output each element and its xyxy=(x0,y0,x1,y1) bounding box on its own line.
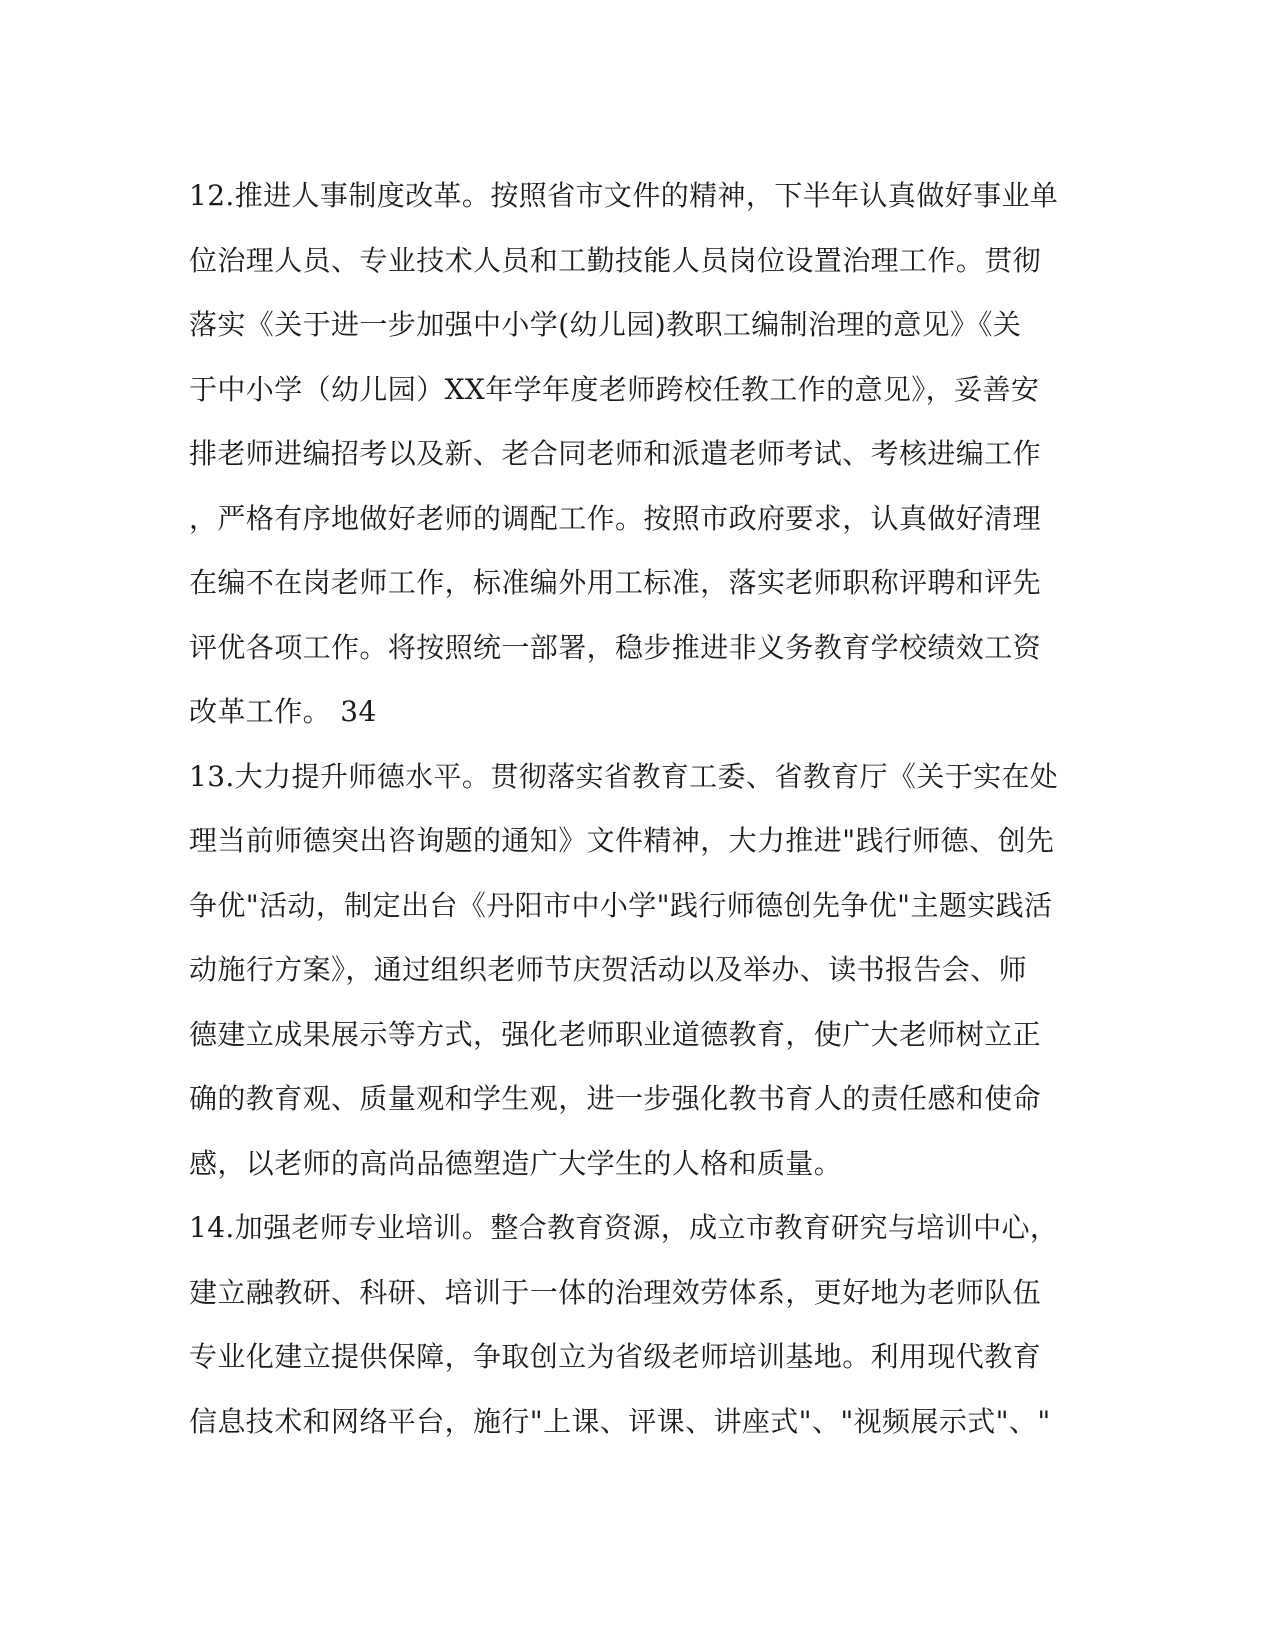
text-line: 12.推进人事制度改革。按照省市文件的精神，下半年认真做好事业单 xyxy=(189,179,1059,212)
text-line: 理当前师德突出咨询题的通知》文件精神，大力推进"践行师德、创先 xyxy=(189,824,1055,857)
text-line: 动施行方案》，通过组织老师节庆贺活动以及举办、读书报告会、师 xyxy=(189,953,1028,986)
text-line: 位治理人员、专业技术人员和工勤技能人员岗位设置治理工作。贯彻 xyxy=(189,243,1042,277)
body-text xyxy=(189,164,1089,1454)
text-line: 落实《关于进一步加强中小学(幼儿园)教职工编制治理的意见》《关 xyxy=(189,308,1022,341)
text-line: ，严格有序地做好老师的调配工作。按照市政府要求，认真做好清理 xyxy=(189,501,1042,535)
text-line: 在编不在岗老师工作，标准编外用工标准，落实老师职称评聘和评先 xyxy=(189,566,1042,599)
text-line: 专业化建立提供保障，争取创立为省级老师培训基地。利用现代教育 xyxy=(189,1340,1042,1373)
text-line: 14.加强老师专业培训。整合教育资源，成立市教育研究与培训中心， xyxy=(189,1211,1059,1244)
text-line: 德建立成果展示等方式，强化老师职业道德教育，使广大老师树立正 xyxy=(189,1017,1042,1051)
text-line: 感，以老师的高尚品德塑造广大学生的人格和质量。 xyxy=(189,1146,843,1180)
text-line: 改革工作。 34 xyxy=(189,695,377,728)
text-line: 13.大力提升师德水平。贯彻落实省教育工委、省教育厅《关于实在处 xyxy=(189,759,1059,793)
text-line: 建立融教研、科研、培训于一体的治理效劳体系，更好地为老师队伍 xyxy=(189,1275,1042,1309)
text-line: 排老师进编招考以及新、老合同老师和派遣老师考试、考核进编工作 xyxy=(189,437,1042,470)
text-line: 争优"活动，制定出台《丹阳市中小学"践行师德创先争优"主题实践活 xyxy=(189,888,1053,922)
text-line: 信息技术和网络平台，施行"上课、评课、讲座式"、"视频展示式"、" xyxy=(189,1404,1051,1438)
text-line: 于中小学（幼儿园）XX年学年度老师跨校任教工作的意见》，妥善安 xyxy=(189,372,1040,406)
text-line: 评优各项工作。将按照统一部署，稳步推进非义务教育学校绩效工资 xyxy=(189,630,1042,664)
text-line: 确的教育观、质量观和学生观，进一步强化教书育人的责任感和使命 xyxy=(189,1082,1042,1115)
